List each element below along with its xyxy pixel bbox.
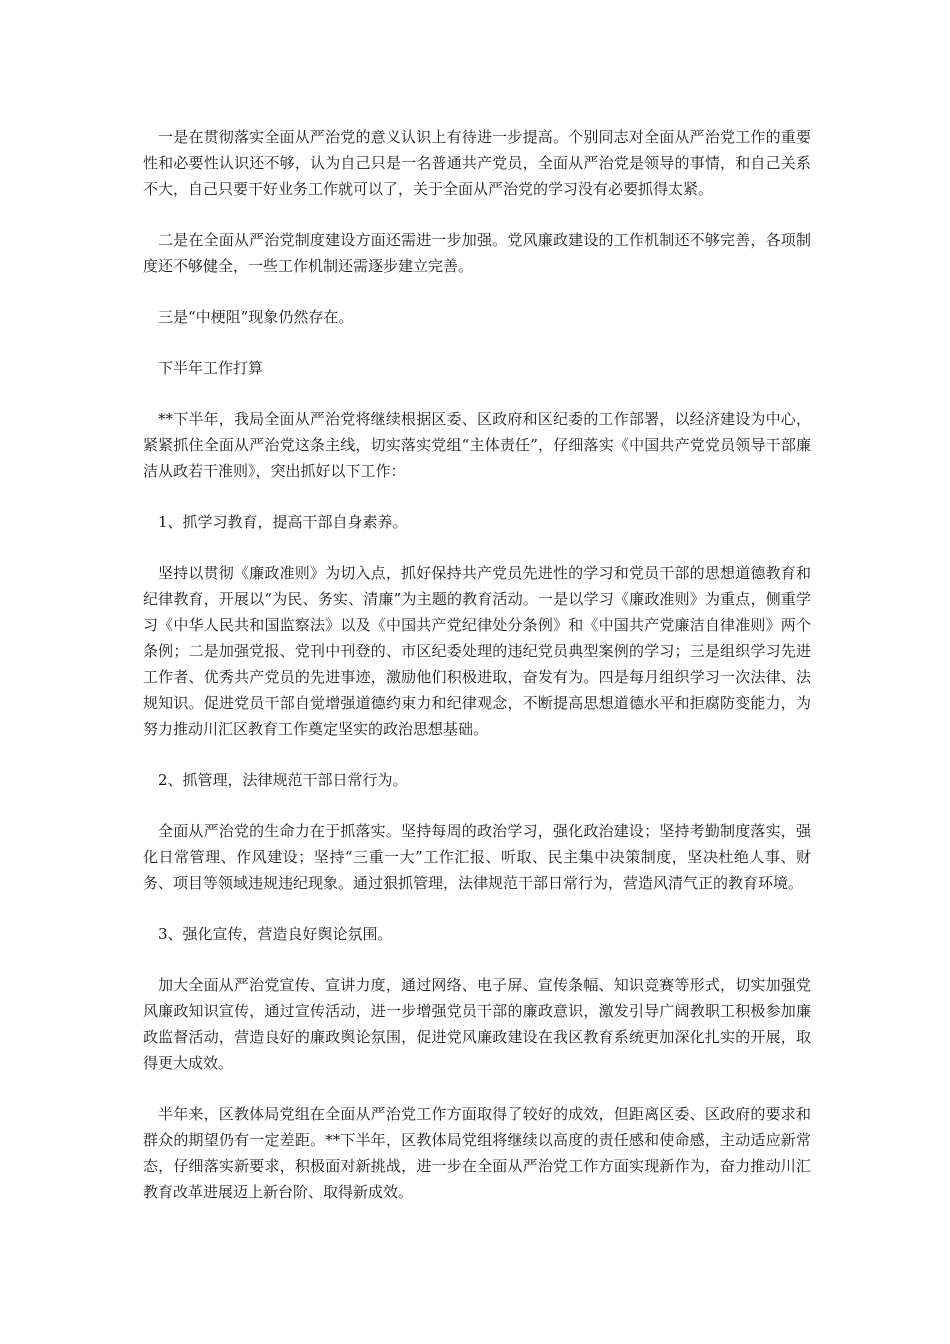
paragraph-item-3: 加大全面从严治党宣传、宣讲力度，通过网络、电子屏、宣传条幅、知识竞赛等形式，切实加强党风廉政知识宣传，通过宣传活动，进一步增强党员干部的廉政意识，激发引导广阔教职工积极参加廉政监督活动，营造良好的廉政舆论氛围，促进党风廉政建设在我区教育系统更加深化扎实的开展，取得更大成效。 [143, 976, 811, 1072]
paragraph-plan-intro: **下半年，我局全面从严治党将继续根据区委、区政府和区纪委的工作部署，以经济建设为中心，紧紧抓住全面从严治党这条主线，切实落实党组“主体责任”，仔细落实《中国共产党党员领导干部廉洁从政若干准则》，突出抓好以下工作： [143, 410, 811, 480]
paragraph-issue-1: 一是在贯彻落实全面从严治党的意义认识上有待进一步提高。个别同志对全面从严治党工作的重要性和必要性认识还不够，认为自己只是一名普通共产党员，全面从严治党是领导的事情，和自己关系不大，自己只要干好业务工作就可以了，关于全面从严治党的学习没有必要抓得太紧。 [143, 128, 811, 198]
section-heading-plan: 下半年工作打算 [158, 359, 264, 377]
document-body [143, 124, 811, 1230]
paragraph-item-2: 全面从严治党的生命力在于抓落实。坚持每周的政治学习，强化政治建设；坚持考勤制度落实，强化日常管理、作风建设；坚持“三重一大”工作汇报、听取、民主集中决策制度，坚决杜绝人事、财务、项目等领域违规违纪现象。通过狠抓管理，法律规范干部日常行为，营造风清气正的教育环境。 [143, 822, 811, 892]
paragraph-item-1: 坚持以贯彻《廉政准则》为切入点，抓好保持共产党员先进性的学习和党员干部的思想道德教育和纪律教育，开展以“为民、务实、清廉”为主题的教育活动。一是以学习《廉政准则》为重点，侧重学习《中华人民共和国监察法》以及《中国共产党纪律处分条例》和《中国共产党廉洁自律准则》两个条例；二是加强党报、党刊中刊登的、市区纪委处理的违纪党员典型案例的学习；三是组织学习先进工作者、优秀共产党员的先进事迹，激励他们积极进取，奋发有为。四是每月组织学习一次法律、法规知识。促进党员干部自觉增强道德约束力和纪律观念，不断提高思想道德水平和拒腐防变能力，为努力推动川汇区教育工作奠定坚实的政治思想基础。 [143, 564, 811, 738]
item-heading-1: 1、抓学习教育，提高干部自身素养。 [158, 513, 408, 531]
paragraph-issue-2: 二是在全面从严治党制度建设方面还需进一步加强。党风廉政建设的工作机制还不够完善，各项制度还不够健全，一些工作机制还需逐步建立完善。 [143, 231, 811, 275]
paragraph-issue-3: 三是“中梗阻”现象仍然存在。 [158, 308, 354, 326]
item-heading-3: 3、强化宣传，营造良好舆论氛围。 [158, 925, 393, 943]
paragraph-conclusion: 半年来，区教体局党组在全面从严治党工作方面取得了较好的成效，但距离区委、区政府的要求和群众的期望仍有一定差距。**下半年，区教体局党组将继续以高度的责任感和使命感，主动适应新常态，仔细落实新要求，积极面对新挑战，进一步在全面从严治党工作方面实现新作为，奋力推动川汇教育改革进展迈上新台阶、取得新成效。 [143, 1105, 811, 1201]
item-heading-2: 2、抓管理，法律规范干部日常行为。 [158, 771, 408, 789]
